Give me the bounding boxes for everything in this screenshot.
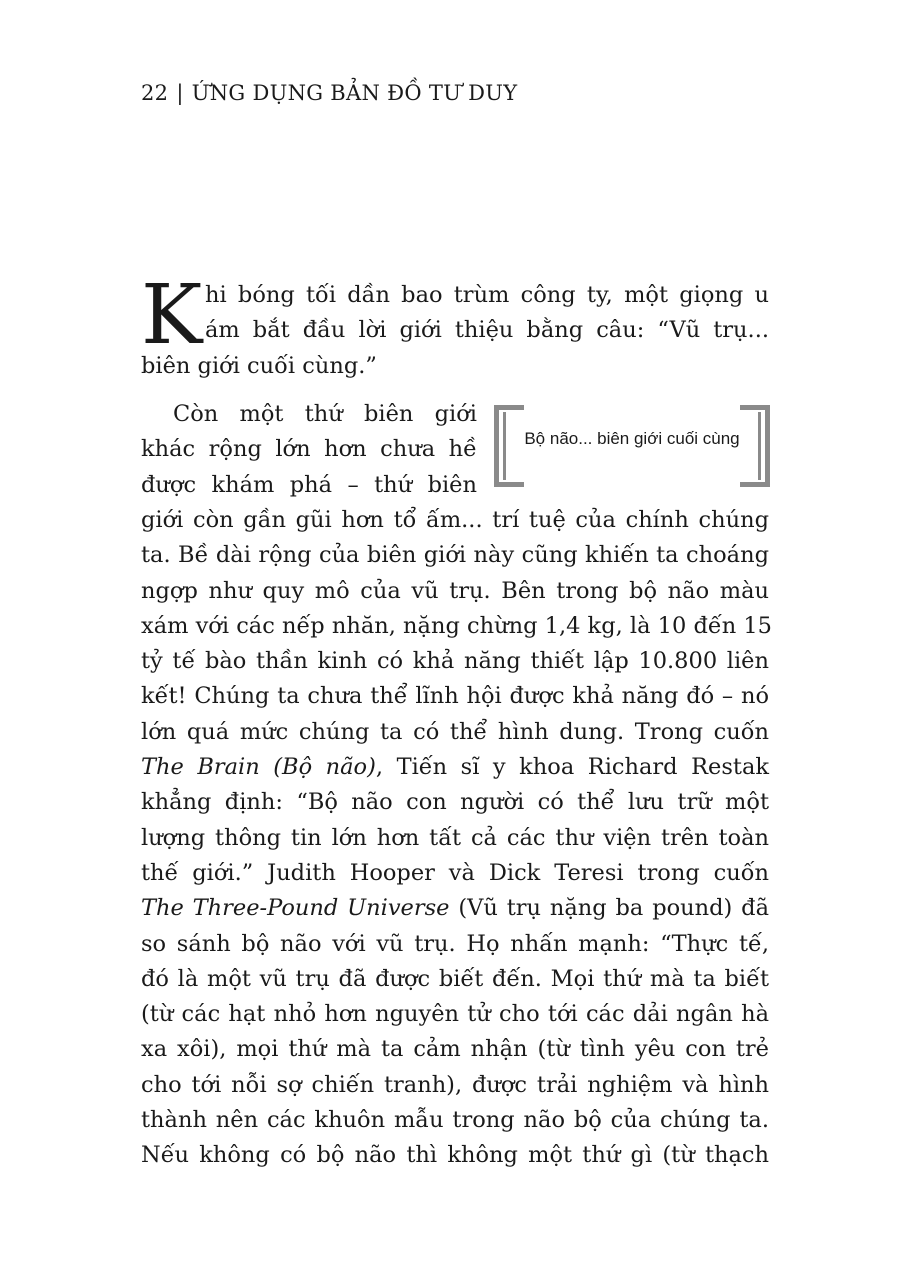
text-line: lớn quá mức chúng ta có thể hình dung. Trong cuốn <box>141 718 769 745</box>
text-fragment: (Vũ trụ nặng ba pound) đã <box>449 895 770 922</box>
text-line: Còn một thứ biên giới <box>173 401 477 427</box>
text-line: khẳng định: “Bộ não con người có thể lưu trữ một <box>141 789 769 816</box>
text-line: ta. Bề dài rộng của biên giới này cũng khiến ta choáng <box>141 542 769 569</box>
text-line: khác rộng lớn hơn chưa hề <box>141 436 477 463</box>
text-line: đó là một vũ trụ đã được biết đến. Mọi thứ mà ta biết <box>141 965 769 992</box>
text-line: tỷ tế bào thần kinh có khả năng thiết lập 10.800 liên <box>141 648 769 675</box>
text-line: Nếu không có bộ não thì không một thứ gì (từ thạch <box>141 1142 769 1169</box>
paragraph-1-dropcap-lines <box>205 278 769 349</box>
text-line: cho tới nỗi sợ chiến tranh), được trải nghiệm và hình <box>141 1071 769 1098</box>
text-line: thế giới.” Judith Hooper và Dick Teresi trong cuốn <box>141 859 769 886</box>
header-separator: | <box>176 81 184 105</box>
page-number: 22 <box>141 81 169 105</box>
text-line: được khám phá – thứ biên <box>141 471 477 498</box>
drop-cap: K <box>141 268 203 363</box>
paragraph-2-narrow <box>141 397 477 503</box>
text-line: thành nên các khuôn mẫu trong não bộ của chúng ta. <box>141 1107 769 1134</box>
text-line: ngợp như quy mô của vũ trụ. Bên trong bộ não màu <box>141 577 769 604</box>
running-header <box>141 81 517 105</box>
text-line: so sánh bộ não với vũ trụ. Họ nhấn mạnh: “Thực tế, <box>141 930 769 957</box>
text-line <box>141 750 769 785</box>
text-line: (từ các hạt nhỏ hơn nguyên tử cho tới các dải ngân hà <box>141 1001 769 1028</box>
book-title-italic: The Brain (Bộ não) <box>141 754 376 781</box>
text-line: ám bắt đầu lời giới thiệu bằng câu: “Vũ trụ... <box>205 317 769 344</box>
pull-quote <box>494 405 770 487</box>
text-line: lượng thông tin lớn hơn tất cả các thư viện trên toàn <box>141 824 769 851</box>
pull-quote-text: Bộ não... biên giới cuối cùng <box>524 429 740 448</box>
text-line: giới còn gần gũi hơn tổ ấm... trí tuệ của chính chúng <box>141 507 769 533</box>
text-line <box>141 891 769 926</box>
text-line: xám với các nếp nhăn, nặng chừng 1,4 kg, là 10 đến 15 <box>141 612 772 639</box>
paragraph-2-body <box>141 503 772 1174</box>
text-line: hi bóng tối dần bao trùm công ty, một giọng u <box>205 282 769 308</box>
text-line: xa xôi), mọi thứ mà ta cảm nhận (từ tình yêu con trẻ <box>141 1036 769 1063</box>
paragraph-1-last-line: biên giới cuối cùng.” <box>141 352 377 379</box>
text-line: kết! Chúng ta chưa thể lĩnh hội được khả năng đó – nó <box>141 683 769 710</box>
book-title-italic: The Three-Pound Universe <box>141 895 450 922</box>
book-title: ỨNG DỤNG BẢN ĐỒ TƯ DUY <box>191 81 518 105</box>
text-fragment: , Tiến sĩ y khoa Richard Restak <box>375 754 769 781</box>
